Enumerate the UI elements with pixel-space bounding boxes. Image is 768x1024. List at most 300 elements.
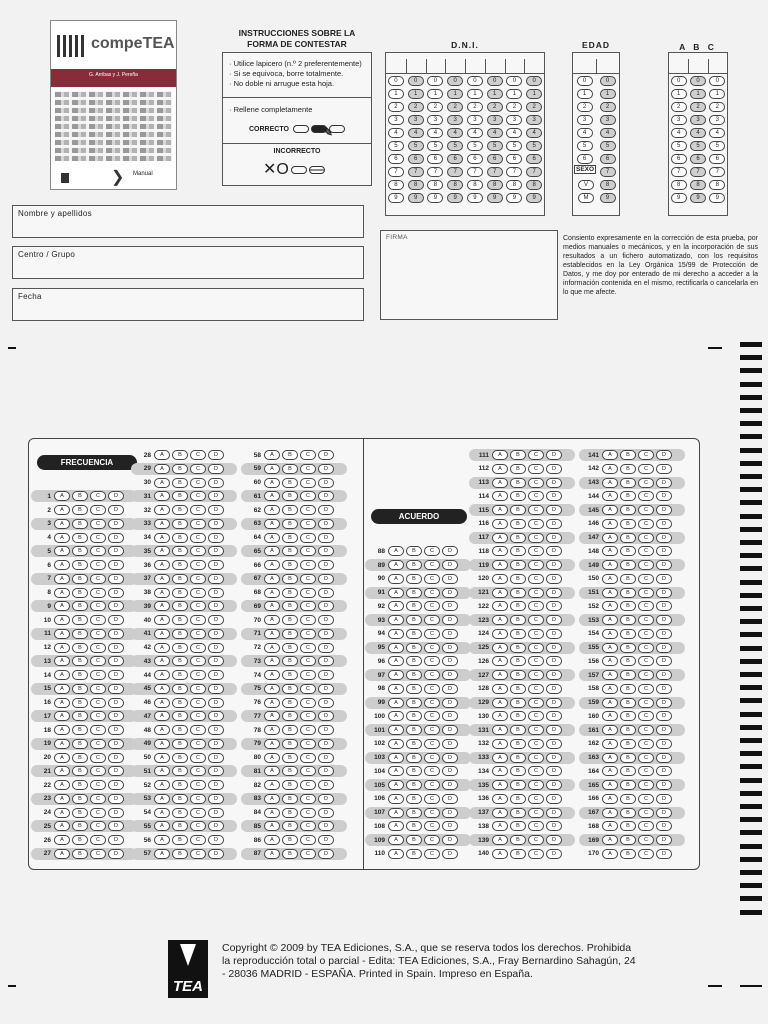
answer-bubble-c[interactable]: C <box>424 615 440 625</box>
answer-bubble-d[interactable]: D <box>208 821 224 831</box>
dni-digit-bubble[interactable]: 2 <box>427 102 443 112</box>
answer-bubble-b[interactable]: B <box>282 739 298 749</box>
answer-bubble-a[interactable]: A <box>154 519 170 529</box>
answer-bubble-d[interactable]: D <box>108 753 124 763</box>
answer-bubble-c[interactable]: C <box>528 821 544 831</box>
answer-bubble-a[interactable]: A <box>602 780 618 790</box>
answer-bubble-b[interactable]: B <box>510 670 526 680</box>
answer-bubble-d[interactable]: D <box>318 519 334 529</box>
answer-bubble-a[interactable]: A <box>492 780 508 790</box>
answer-bubble-d[interactable]: D <box>108 629 124 639</box>
dni-digit-bubble[interactable]: 2 <box>408 102 424 112</box>
answer-bubble-c[interactable]: C <box>90 780 106 790</box>
answer-bubble-a[interactable]: A <box>388 574 404 584</box>
dni-digit-bubble[interactable]: 4 <box>447 128 463 138</box>
answer-bubble-d[interactable]: D <box>546 601 562 611</box>
answer-bubble-b[interactable]: B <box>510 794 526 804</box>
answer-bubble-b[interactable]: B <box>620 450 636 460</box>
answer-bubble-c[interactable]: C <box>300 546 316 556</box>
answer-bubble-a[interactable]: A <box>154 450 170 460</box>
dni-digit-bubble[interactable]: 3 <box>427 115 443 125</box>
answer-bubble-a[interactable]: A <box>54 794 70 804</box>
answer-bubble-b[interactable]: B <box>282 849 298 859</box>
answer-bubble-c[interactable]: C <box>190 601 206 611</box>
answer-bubble-d[interactable]: D <box>318 560 334 570</box>
answer-bubble-d[interactable]: D <box>442 601 458 611</box>
answer-bubble-d[interactable]: D <box>546 670 562 680</box>
answer-bubble-d[interactable]: D <box>656 560 672 570</box>
answer-bubble-d[interactable]: D <box>318 656 334 666</box>
dni-digit-bubble[interactable]: 9 <box>506 193 522 203</box>
dni-digit-bubble[interactable]: 0 <box>427 76 443 86</box>
answer-bubble-a[interactable]: A <box>492 711 508 721</box>
dni-digit-bubble[interactable]: 8 <box>447 180 463 190</box>
answer-bubble-c[interactable]: C <box>528 450 544 460</box>
answer-bubble-c[interactable]: C <box>638 656 654 666</box>
answer-bubble-a[interactable]: A <box>54 629 70 639</box>
answer-bubble-d[interactable]: D <box>208 464 224 474</box>
answer-bubble-c[interactable]: C <box>190 821 206 831</box>
answer-bubble-c[interactable]: C <box>638 739 654 749</box>
abc-digit-bubble[interactable]: 2 <box>690 102 706 112</box>
answer-bubble-b[interactable]: B <box>72 821 88 831</box>
answer-bubble-b[interactable]: B <box>172 711 188 721</box>
answer-bubble-b[interactable]: B <box>620 574 636 584</box>
dni-digit-bubble[interactable]: 6 <box>427 154 443 164</box>
abc-digit-bubble[interactable]: 7 <box>690 167 706 177</box>
answer-bubble-c[interactable]: C <box>528 560 544 570</box>
dni-digit-bubble[interactable]: 8 <box>388 180 404 190</box>
answer-bubble-b[interactable]: B <box>510 711 526 721</box>
dni-digit-bubble[interactable]: 3 <box>506 115 522 125</box>
answer-bubble-c[interactable]: C <box>90 629 106 639</box>
answer-bubble-a[interactable]: A <box>264 835 280 845</box>
answer-bubble-a[interactable]: A <box>492 849 508 859</box>
answer-bubble-a[interactable]: A <box>154 821 170 831</box>
answer-bubble-c[interactable]: C <box>190 656 206 666</box>
answer-bubble-d[interactable]: D <box>442 670 458 680</box>
answer-bubble-a[interactable]: A <box>154 505 170 515</box>
answer-bubble-a[interactable]: A <box>54 698 70 708</box>
answer-bubble-b[interactable]: B <box>406 656 422 666</box>
answer-bubble-b[interactable]: B <box>406 698 422 708</box>
answer-bubble-a[interactable]: A <box>264 808 280 818</box>
answer-bubble-a[interactable]: A <box>492 615 508 625</box>
answer-bubble-c[interactable]: C <box>528 643 544 653</box>
answer-bubble-c[interactable]: C <box>300 753 316 763</box>
edad-digit-bubble[interactable]: 4 <box>577 128 593 138</box>
answer-bubble-a[interactable]: A <box>492 698 508 708</box>
answer-bubble-a[interactable]: A <box>388 766 404 776</box>
answer-bubble-a[interactable]: A <box>264 684 280 694</box>
dni-digit-bubble[interactable]: 6 <box>447 154 463 164</box>
answer-bubble-b[interactable]: B <box>510 546 526 556</box>
answer-bubble-a[interactable]: A <box>154 835 170 845</box>
answer-bubble-d[interactable]: D <box>656 684 672 694</box>
answer-bubble-b[interactable]: B <box>172 849 188 859</box>
answer-bubble-b[interactable]: B <box>620 533 636 543</box>
answer-bubble-a[interactable]: A <box>602 794 618 804</box>
answer-bubble-d[interactable]: D <box>442 821 458 831</box>
dni-digit-bubble[interactable]: 6 <box>506 154 522 164</box>
answer-bubble-a[interactable]: A <box>388 821 404 831</box>
answer-bubble-c[interactable]: C <box>528 766 544 776</box>
answer-bubble-c[interactable]: C <box>300 656 316 666</box>
answer-bubble-d[interactable]: D <box>108 546 124 556</box>
answer-bubble-b[interactable]: B <box>172 739 188 749</box>
answer-bubble-a[interactable]: A <box>264 753 280 763</box>
answer-bubble-c[interactable]: C <box>90 725 106 735</box>
answer-bubble-c[interactable]: C <box>638 478 654 488</box>
dni-digit-bubble[interactable]: 3 <box>487 115 503 125</box>
answer-bubble-b[interactable]: B <box>72 629 88 639</box>
answer-bubble-b[interactable]: B <box>172 615 188 625</box>
answer-bubble-b[interactable]: B <box>406 670 422 680</box>
answer-bubble-c[interactable]: C <box>638 491 654 501</box>
answer-bubble-b[interactable]: B <box>510 505 526 515</box>
answer-bubble-d[interactable]: D <box>208 560 224 570</box>
answer-bubble-a[interactable]: A <box>602 725 618 735</box>
answer-bubble-a[interactable]: A <box>388 725 404 735</box>
answer-bubble-d[interactable]: D <box>656 519 672 529</box>
answer-bubble-c[interactable]: C <box>638 464 654 474</box>
answer-bubble-a[interactable]: A <box>264 670 280 680</box>
answer-bubble-b[interactable]: B <box>282 491 298 501</box>
dni-digit-bubble[interactable]: 5 <box>506 141 522 151</box>
answer-bubble-b[interactable]: B <box>406 835 422 845</box>
dni-digit-bubble[interactable]: 4 <box>408 128 424 138</box>
answer-bubble-c[interactable]: C <box>528 505 544 515</box>
answer-bubble-a[interactable]: A <box>154 629 170 639</box>
answer-bubble-d[interactable]: D <box>208 766 224 776</box>
answer-bubble-d[interactable]: D <box>442 615 458 625</box>
answer-bubble-b[interactable]: B <box>282 835 298 845</box>
dni-digit-bubble[interactable]: 0 <box>487 76 503 86</box>
dni-digit-bubble[interactable]: 8 <box>487 180 503 190</box>
answer-bubble-a[interactable]: A <box>602 629 618 639</box>
abc-digit-bubble[interactable]: 7 <box>709 167 725 177</box>
abc-digit-bubble[interactable]: 9 <box>690 193 706 203</box>
answer-bubble-a[interactable]: A <box>154 478 170 488</box>
answer-bubble-b[interactable]: B <box>510 560 526 570</box>
answer-bubble-a[interactable]: A <box>54 533 70 543</box>
answer-bubble-d[interactable]: D <box>208 601 224 611</box>
dni-digit-bubble[interactable]: 2 <box>506 102 522 112</box>
answer-bubble-d[interactable]: D <box>108 739 124 749</box>
answer-bubble-c[interactable]: C <box>528 698 544 708</box>
answer-bubble-d[interactable]: D <box>208 478 224 488</box>
answer-bubble-d[interactable]: D <box>656 450 672 460</box>
dni-digit-bubble[interactable]: 4 <box>506 128 522 138</box>
answer-bubble-a[interactable]: A <box>602 450 618 460</box>
answer-bubble-a[interactable]: A <box>264 849 280 859</box>
answer-bubble-c[interactable]: C <box>528 656 544 666</box>
answer-bubble-b[interactable]: B <box>282 629 298 639</box>
dni-digit-bubble[interactable]: 9 <box>447 193 463 203</box>
answer-bubble-a[interactable]: A <box>602 766 618 776</box>
answer-bubble-d[interactable]: D <box>546 849 562 859</box>
answer-bubble-d[interactable]: D <box>318 849 334 859</box>
dni-digit-bubble[interactable]: 7 <box>408 167 424 177</box>
answer-bubble-d[interactable]: D <box>546 574 562 584</box>
answer-bubble-c[interactable]: C <box>528 780 544 790</box>
answer-bubble-d[interactable]: D <box>108 519 124 529</box>
answer-bubble-c[interactable]: C <box>424 670 440 680</box>
answer-bubble-a[interactable]: A <box>388 684 404 694</box>
answer-bubble-d[interactable]: D <box>442 766 458 776</box>
answer-bubble-c[interactable]: C <box>190 643 206 653</box>
answer-bubble-b[interactable]: B <box>620 670 636 680</box>
answer-bubble-a[interactable]: A <box>264 739 280 749</box>
dni-digit-bubble[interactable]: 5 <box>408 141 424 151</box>
answer-bubble-a[interactable]: A <box>264 491 280 501</box>
answer-bubble-c[interactable]: C <box>190 533 206 543</box>
answer-bubble-d[interactable]: D <box>318 588 334 598</box>
answer-bubble-c[interactable]: C <box>638 629 654 639</box>
answer-bubble-a[interactable]: A <box>264 794 280 804</box>
abc-digit-bubble[interactable]: 3 <box>690 115 706 125</box>
answer-bubble-b[interactable]: B <box>72 670 88 680</box>
answer-bubble-d[interactable]: D <box>442 684 458 694</box>
dni-digit-bubble[interactable]: 3 <box>408 115 424 125</box>
answer-bubble-d[interactable]: D <box>318 533 334 543</box>
answer-bubble-a[interactable]: A <box>264 533 280 543</box>
answer-bubble-c[interactable]: C <box>300 505 316 515</box>
answer-bubble-b[interactable]: B <box>172 505 188 515</box>
answer-bubble-a[interactable]: A <box>54 643 70 653</box>
abc-digit-bubble[interactable]: 8 <box>671 180 687 190</box>
answer-bubble-c[interactable]: C <box>90 808 106 818</box>
answer-bubble-a[interactable]: A <box>492 794 508 804</box>
edad-digit-bubble[interactable]: 3 <box>600 115 616 125</box>
answer-bubble-c[interactable]: C <box>90 739 106 749</box>
answer-bubble-a[interactable]: A <box>602 478 618 488</box>
answer-bubble-d[interactable]: D <box>318 464 334 474</box>
answer-bubble-d[interactable]: D <box>546 794 562 804</box>
dni-digit-bubble[interactable]: 0 <box>506 76 522 86</box>
answer-bubble-d[interactable]: D <box>546 615 562 625</box>
answer-bubble-c[interactable]: C <box>300 725 316 735</box>
answer-bubble-d[interactable]: D <box>656 698 672 708</box>
answer-bubble-c[interactable]: C <box>90 546 106 556</box>
answer-bubble-b[interactable]: B <box>72 698 88 708</box>
abc-digit-bubble[interactable]: 1 <box>690 89 706 99</box>
answer-bubble-b[interactable]: B <box>406 739 422 749</box>
answer-bubble-c[interactable]: C <box>300 601 316 611</box>
dni-digit-bubble[interactable]: 9 <box>388 193 404 203</box>
answer-bubble-a[interactable]: A <box>602 643 618 653</box>
answer-bubble-c[interactable]: C <box>300 588 316 598</box>
answer-bubble-d[interactable]: D <box>318 725 334 735</box>
answer-bubble-d[interactable]: D <box>318 615 334 625</box>
answer-bubble-c[interactable]: C <box>190 519 206 529</box>
answer-bubble-a[interactable]: A <box>388 670 404 680</box>
answer-bubble-b[interactable]: B <box>510 766 526 776</box>
answer-bubble-b[interactable]: B <box>620 601 636 611</box>
answer-bubble-b[interactable]: B <box>510 684 526 694</box>
answer-bubble-c[interactable]: C <box>638 808 654 818</box>
answer-bubble-a[interactable]: A <box>154 656 170 666</box>
answer-bubble-b[interactable]: B <box>620 849 636 859</box>
answer-bubble-b[interactable]: B <box>282 546 298 556</box>
dni-digit-bubble[interactable]: 1 <box>467 89 483 99</box>
dni-digit-bubble[interactable]: 0 <box>408 76 424 86</box>
dni-digit-bubble[interactable]: 8 <box>506 180 522 190</box>
answer-bubble-d[interactable]: D <box>318 643 334 653</box>
edad-digit-bubble[interactable]: 0 <box>600 76 616 86</box>
answer-bubble-a[interactable]: A <box>602 588 618 598</box>
answer-bubble-b[interactable]: B <box>510 519 526 529</box>
answer-bubble-a[interactable]: A <box>54 808 70 818</box>
dni-digit-bubble[interactable]: 6 <box>526 154 542 164</box>
edad-digit-bubble[interactable]: 1 <box>600 89 616 99</box>
answer-bubble-d[interactable]: D <box>108 588 124 598</box>
answer-bubble-a[interactable]: A <box>388 711 404 721</box>
answer-bubble-b[interactable]: B <box>510 698 526 708</box>
answer-bubble-a[interactable]: A <box>264 615 280 625</box>
answer-bubble-a[interactable]: A <box>602 615 618 625</box>
answer-bubble-a[interactable]: A <box>388 753 404 763</box>
answer-bubble-b[interactable]: B <box>172 491 188 501</box>
dni-digit-bubble[interactable]: 7 <box>427 167 443 177</box>
dni-digit-bubble[interactable]: 9 <box>467 193 483 203</box>
answer-bubble-c[interactable]: C <box>424 588 440 598</box>
answer-bubble-c[interactable]: C <box>528 615 544 625</box>
answer-bubble-b[interactable]: B <box>510 849 526 859</box>
dni-digit-bubble[interactable]: 6 <box>388 154 404 164</box>
answer-bubble-b[interactable]: B <box>620 794 636 804</box>
abc-digit-bubble[interactable]: 0 <box>690 76 706 86</box>
answer-bubble-a[interactable]: A <box>264 450 280 460</box>
answer-bubble-c[interactable]: C <box>300 491 316 501</box>
answer-bubble-d[interactable]: D <box>108 780 124 790</box>
answer-bubble-d[interactable]: D <box>108 656 124 666</box>
answer-bubble-a[interactable]: A <box>54 491 70 501</box>
answer-bubble-b[interactable]: B <box>282 450 298 460</box>
dni-digit-bubble[interactable]: 0 <box>467 76 483 86</box>
answer-bubble-d[interactable]: D <box>656 739 672 749</box>
answer-bubble-d[interactable]: D <box>108 808 124 818</box>
answer-bubble-c[interactable]: C <box>190 739 206 749</box>
answer-bubble-c[interactable]: C <box>528 478 544 488</box>
answer-bubble-b[interactable]: B <box>620 711 636 721</box>
answer-bubble-b[interactable]: B <box>510 780 526 790</box>
answer-bubble-c[interactable]: C <box>190 505 206 515</box>
answer-bubble-a[interactable]: A <box>54 546 70 556</box>
abc-digit-bubble[interactable]: 4 <box>690 128 706 138</box>
answer-bubble-a[interactable]: A <box>154 560 170 570</box>
answer-bubble-b[interactable]: B <box>72 519 88 529</box>
answer-bubble-c[interactable]: C <box>300 739 316 749</box>
answer-bubble-b[interactable]: B <box>172 643 188 653</box>
answer-bubble-b[interactable]: B <box>72 753 88 763</box>
answer-bubble-b[interactable]: B <box>72 574 88 584</box>
answer-bubble-d[interactable]: D <box>656 849 672 859</box>
answer-bubble-d[interactable]: D <box>318 505 334 515</box>
answer-bubble-b[interactable]: B <box>406 643 422 653</box>
answer-bubble-a[interactable]: A <box>264 519 280 529</box>
answer-bubble-d[interactable]: D <box>318 450 334 460</box>
center-field[interactable] <box>12 246 364 279</box>
answer-bubble-c[interactable]: C <box>424 808 440 818</box>
answer-bubble-c[interactable]: C <box>300 780 316 790</box>
answer-bubble-d[interactable]: D <box>546 656 562 666</box>
answer-bubble-d[interactable]: D <box>656 656 672 666</box>
answer-bubble-a[interactable]: A <box>388 698 404 708</box>
answer-bubble-d[interactable]: D <box>318 753 334 763</box>
answer-bubble-d[interactable]: D <box>546 753 562 763</box>
answer-bubble-a[interactable]: A <box>602 656 618 666</box>
answer-bubble-c[interactable]: C <box>638 560 654 570</box>
answer-bubble-a[interactable]: A <box>54 753 70 763</box>
answer-bubble-d[interactable]: D <box>656 794 672 804</box>
answer-bubble-d[interactable]: D <box>546 588 562 598</box>
answer-bubble-b[interactable]: B <box>620 615 636 625</box>
answer-bubble-d[interactable]: D <box>318 670 334 680</box>
dni-digit-bubble[interactable]: 9 <box>487 193 503 203</box>
answer-bubble-d[interactable]: D <box>546 519 562 529</box>
answer-bubble-a[interactable]: A <box>602 533 618 543</box>
dni-digit-bubble[interactable]: 5 <box>487 141 503 151</box>
answer-bubble-a[interactable]: A <box>264 780 280 790</box>
answer-bubble-b[interactable]: B <box>510 533 526 543</box>
answer-bubble-c[interactable]: C <box>300 849 316 859</box>
answer-bubble-c[interactable]: C <box>424 821 440 831</box>
answer-bubble-b[interactable]: B <box>406 766 422 776</box>
edad-digit-bubble[interactable]: 4 <box>600 128 616 138</box>
answer-bubble-a[interactable]: A <box>492 464 508 474</box>
answer-bubble-c[interactable]: C <box>300 794 316 804</box>
answer-bubble-c[interactable]: C <box>300 684 316 694</box>
abc-digit-bubble[interactable]: 0 <box>671 76 687 86</box>
dni-digit-bubble[interactable]: 2 <box>467 102 483 112</box>
answer-bubble-c[interactable]: C <box>300 519 316 529</box>
answer-bubble-b[interactable]: B <box>172 794 188 804</box>
answer-bubble-b[interactable]: B <box>282 794 298 804</box>
answer-bubble-c[interactable]: C <box>190 670 206 680</box>
dni-digit-bubble[interactable]: 9 <box>408 193 424 203</box>
answer-bubble-d[interactable]: D <box>546 450 562 460</box>
answer-bubble-b[interactable]: B <box>510 725 526 735</box>
dni-digit-bubble[interactable]: 3 <box>467 115 483 125</box>
answer-bubble-d[interactable]: D <box>208 670 224 680</box>
answer-bubble-d[interactable]: D <box>546 643 562 653</box>
answer-bubble-a[interactable]: A <box>492 670 508 680</box>
answer-bubble-a[interactable]: A <box>264 643 280 653</box>
answer-bubble-a[interactable]: A <box>388 739 404 749</box>
answer-bubble-d[interactable]: D <box>546 505 562 515</box>
answer-bubble-d[interactable]: D <box>208 546 224 556</box>
answer-bubble-d[interactable]: D <box>318 780 334 790</box>
answer-bubble-b[interactable]: B <box>620 725 636 735</box>
answer-bubble-b[interactable]: B <box>72 808 88 818</box>
answer-bubble-a[interactable]: A <box>54 519 70 529</box>
dni-digit-bubble[interactable]: 8 <box>467 180 483 190</box>
answer-bubble-a[interactable]: A <box>154 615 170 625</box>
dni-digit-bubble[interactable]: 6 <box>487 154 503 164</box>
answer-bubble-c[interactable]: C <box>638 698 654 708</box>
answer-bubble-b[interactable]: B <box>282 643 298 653</box>
answer-bubble-b[interactable]: B <box>620 629 636 639</box>
answer-bubble-b[interactable]: B <box>172 533 188 543</box>
answer-bubble-d[interactable]: D <box>318 698 334 708</box>
answer-bubble-a[interactable]: A <box>264 629 280 639</box>
answer-bubble-b[interactable]: B <box>510 835 526 845</box>
answer-bubble-c[interactable]: C <box>638 574 654 584</box>
answer-bubble-b[interactable]: B <box>282 753 298 763</box>
dni-digit-bubble[interactable]: 9 <box>526 193 542 203</box>
answer-bubble-c[interactable]: C <box>638 546 654 556</box>
